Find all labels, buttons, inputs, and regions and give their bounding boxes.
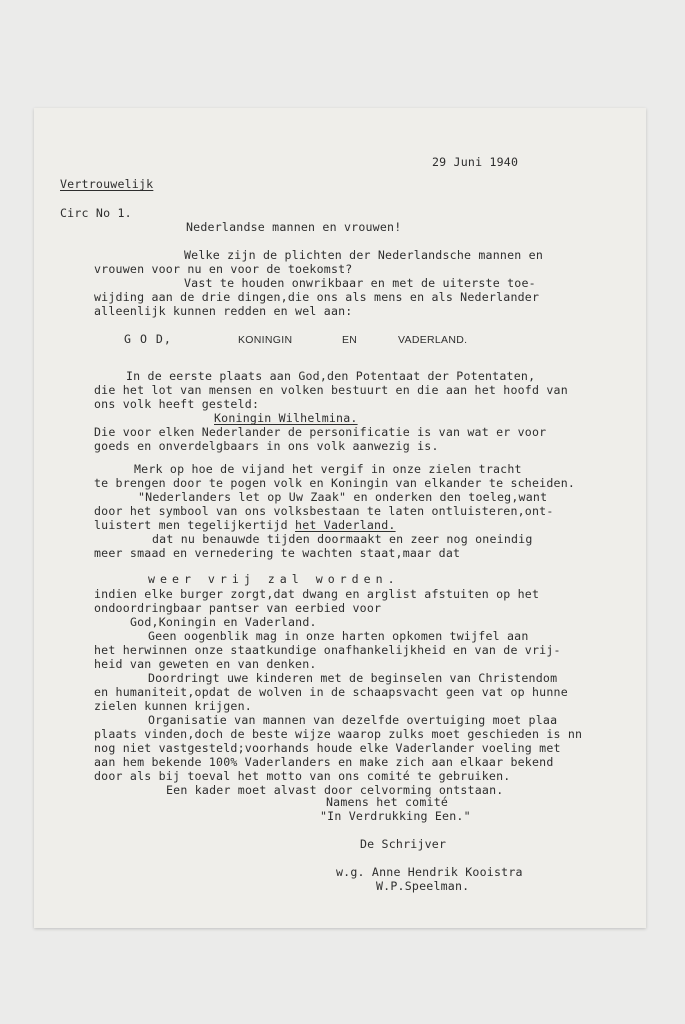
queen-name: Koningin Wilhelmina. — [214, 411, 358, 425]
letter-date: 29 Juni 1940 — [432, 155, 519, 169]
intro-line: vrouwen voor nu en voor de toekomst? — [94, 262, 353, 276]
spaced-line: weer vrij zal worden. — [148, 572, 400, 586]
paragraph-line: Een kader moet alvast door celvorming ontstaan. — [166, 783, 504, 797]
paragraph-line: door als bij toeval het motto van ons comité te gebruiken. — [94, 769, 511, 783]
intro-line: alleenlijk kunnen redden en wel aan: — [94, 304, 353, 318]
paragraph-line — [94, 519, 396, 532]
paragraph-line: goeds en onverdelgbaars in ons volk aanwezig is. — [94, 439, 439, 453]
motto-and: EN — [342, 334, 358, 346]
intro-line: Vast te houden onwrikbaar en met de uiterste toe- — [184, 276, 536, 290]
paragraph-line: aan hem bekende 100% Vaderlanders en make zich aan elkaar bekend — [94, 755, 554, 769]
motto-country: VADERLAND. — [398, 334, 468, 346]
paragraph-line: Die voor elken Nederlander de personificatie is van wat er voor — [94, 425, 547, 439]
signatory-line: w.g. Anne Hendrik Kooistra — [336, 865, 523, 879]
paragraph-line: Geen oogenblik mag in onze harten opkomen twijfel aan — [148, 629, 529, 643]
paragraph-line: plaats vinden,doch de beste wijze waarop zulks moet geschieden is nn — [94, 727, 583, 741]
signatory-line: W.P.Speelman. — [376, 879, 470, 893]
paragraph-line: "Nederlanders let op Uw Zaak" en onderken den toeleg,want — [138, 490, 548, 504]
paragraph-line: heid van geweten en van denken. — [94, 657, 317, 671]
paragraph-line: dat nu benauwde tijden doormaakt en zeer nog oneindig — [152, 532, 533, 546]
paragraph-line: Merk op hoe de vijand het vergif in onze zielen tracht — [134, 462, 522, 476]
paragraph-line: ondoordringbaar pantser van eerbied voor — [94, 601, 382, 615]
paragraph-text: luistert men tegelijkertijd — [94, 518, 296, 532]
paragraph-line: Organisatie van mannen van dezelfde overtuiging moet plaa — [148, 713, 558, 727]
paragraph-line: Doordringt uwe kinderen met de beginselen van Christendom — [148, 671, 558, 685]
motto-god: G O D, — [124, 332, 172, 346]
committee-label: Namens het comité — [326, 795, 449, 809]
paragraph-line: en humaniteit,opdat de wolven in de schaapsvacht geen vat op hunne — [94, 685, 568, 699]
paragraph-line: In de eerste plaats aan God,den Potentaat der Potentaten, — [126, 369, 536, 383]
circular-number: Circ No 1. — [60, 206, 132, 220]
paragraph-line: te brengen door te pogen volk en Koningin van elkander te scheiden. — [94, 476, 576, 490]
committee-name: "In Verdrukking Een." — [320, 809, 471, 823]
paragraph-line: God,Koningin en Vaderland. — [130, 615, 317, 629]
motto-queen: KONINGIN — [238, 334, 293, 346]
confidential-heading: Vertrouwelijk — [60, 177, 154, 191]
intro-line: wijding aan de drie dingen,die ons als mens en als Nederlander — [94, 290, 540, 304]
paragraph-line: zielen kunnen krijgen. — [94, 699, 252, 713]
underlined-text: het Vaderland. — [295, 518, 396, 532]
paragraph-line: door het symbool van ons volksbestaan te laten ontluisteren,ont- — [94, 504, 554, 518]
paragraph-line: die het lot van mensen en volken bestuurt en die aan het hoofd van — [94, 383, 568, 397]
salutation: Nederlandse mannen en vrouwen! — [186, 220, 402, 234]
writer-label: De Schrijver — [360, 837, 447, 851]
paragraph-line: meer smaad en vernedering te wachten staat,maar dat — [94, 546, 461, 560]
paragraph-line: indien elke burger zorgt,dat dwang en arglist afstuiten op het — [94, 587, 540, 601]
paragraph-line: nog niet vastgesteld;voorhands houde elke Vaderlander voeling met — [94, 741, 561, 755]
intro-line: Welke zijn de plichten der Nederlandsche mannen en — [184, 248, 544, 262]
typewritten-letter — [34, 108, 646, 928]
paragraph-line: het herwinnen onze staatkundige onafhankelijkheid en van de vrij- — [94, 643, 561, 657]
paragraph-line: ons volk heeft gesteld: — [94, 397, 260, 411]
